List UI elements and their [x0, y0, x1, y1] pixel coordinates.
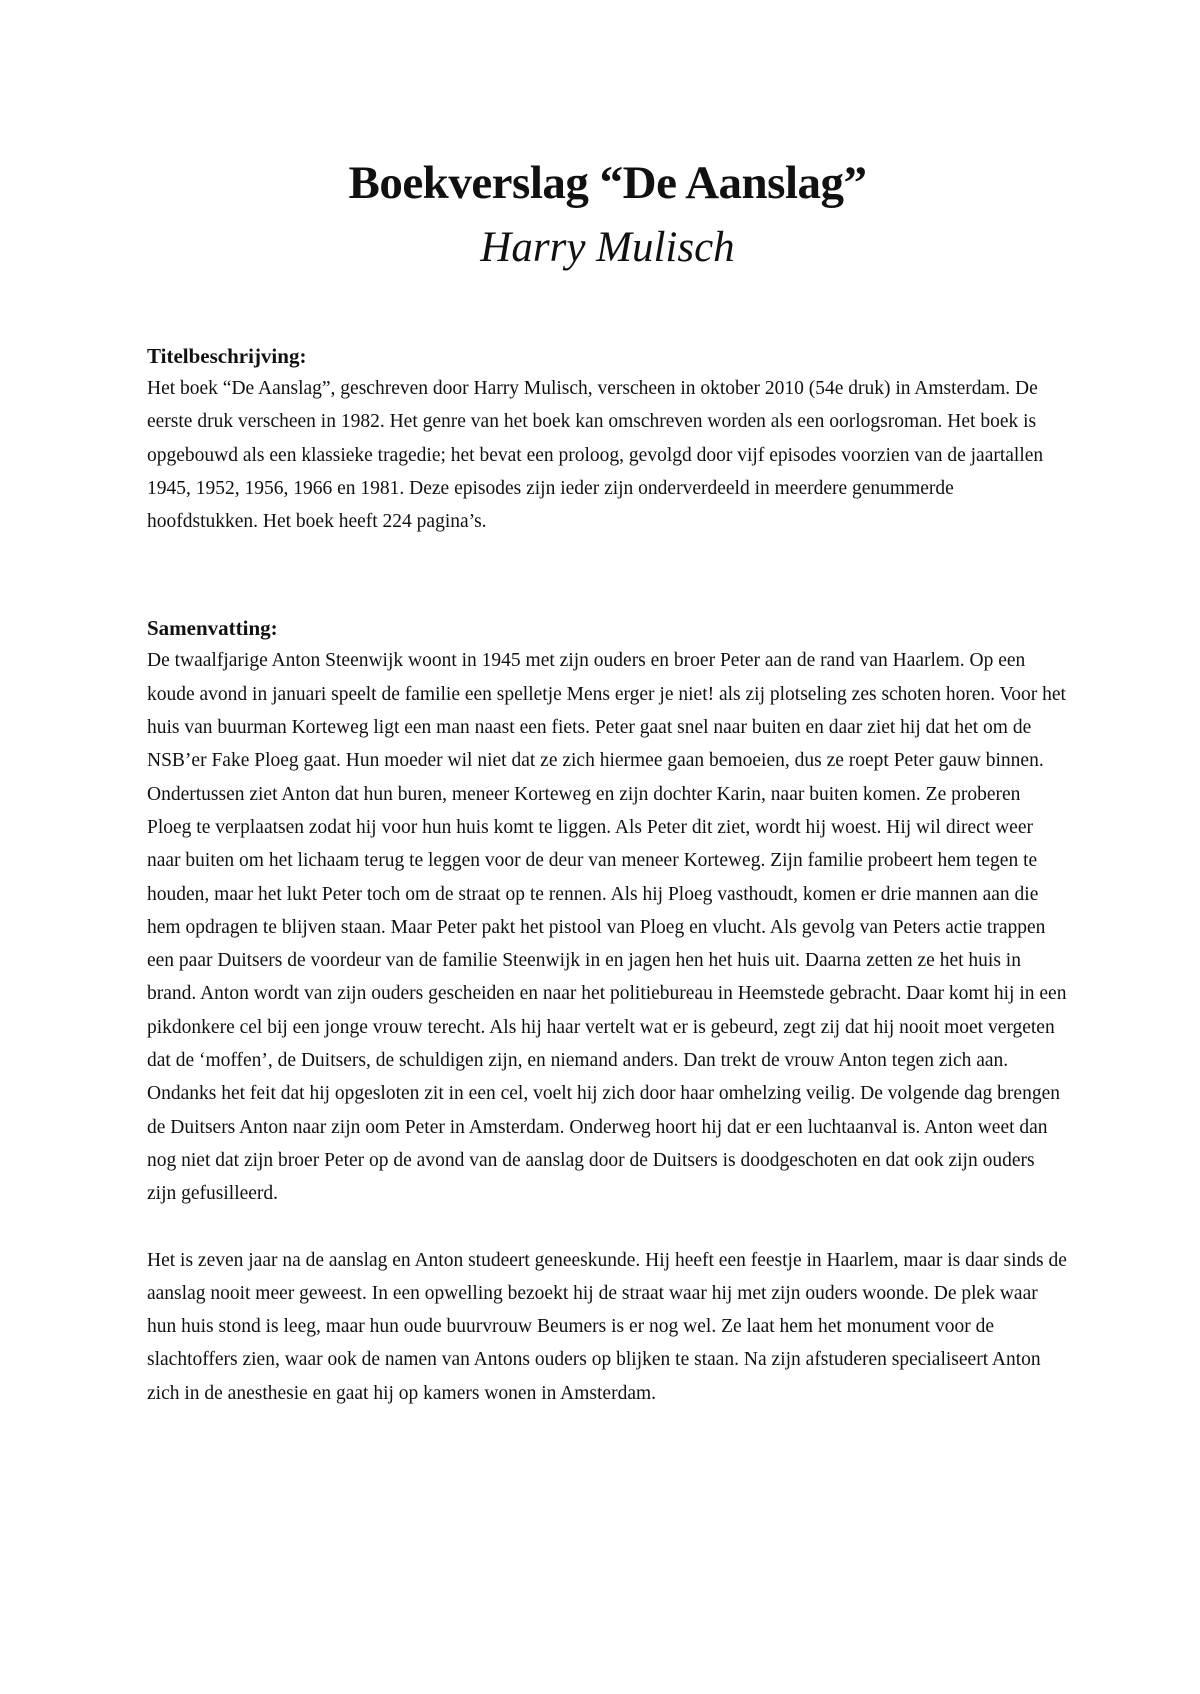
section-titelbeschrijving: [147, 340, 1068, 538]
paragraph: Het is zeven jaar na de aanslag en Anton studeert geneeskunde. Hij heeft een feestje in Haarlem, maar is daar sinds de aanslag nooit meer geweest. In een opwelling bezoekt hij de straat waar hij met zijn ouders woonde. De plek waar hun huis stond is leeg, maar hun oude buurvrouw Beumers is er nog wel. Ze laat hem het monument voor de slachtoffers zien, waar ook de namen van Antons ouders op blijken te staan. Na zijn afstuderen specialiseert Anton zich in de anesthesie en gaat hij op kamers wonen in Amsterdam.: [147, 1249, 1067, 1404]
section-samenvatting: [147, 612, 1068, 1410]
paragraph: Het boek “De Aanslag”, geschreven door Harry Mulisch, verscheen in oktober 2010 (54e druk) in Amsterdam. De eerste druk verscheen in 1982. Het genre van het boek kan omschreven worden als een oorlogsroman. Het boek is opgebouwd als een klassieke tragedie; het bevat een proloog, gevolgd door vijf episodes voorzien van de jaartallen 1945, 1952, 1956, 1966 en 1981. Deze episodes zijn ieder zijn onderverdeeld in meerdere genummerde hoofdstukken. Het boek heeft 224 pagina’s.: [147, 378, 1044, 533]
document-author: Harry Mulisch: [480, 224, 735, 271]
document-title: Boekverslag “De Aanslag”: [348, 157, 867, 209]
paragraph: De twaalfjarige Anton Steenwijk woont in 1945 met zijn ouders en broer Peter aan de rand van Haarlem. Op een koude avond in januari speelt de familie een spelletje Mens erger je niet! als zij plotseling zes schoten horen. Voor het huis van buurman Korteweg ligt een man naast een fiets. Peter gaat snel naar buiten en daar ziet hij dat het om de NSB’er Fake Ploeg gaat. Hun moeder wil niet dat ze zich hiermee gaan bemoeien, dus ze roept Peter gauw binnen. Ondertussen ziet Anton dat hun buren, meneer Korteweg en zijn dochter Karin, naar buiten komen. Ze proberen Ploeg te verplaatsen zodat hij voor hun huis komt te liggen. Als Peter dit ziet, wordt hij woest. Hij wil direct weer naar buiten om het lichaam terug te leggen voor de deur van meneer Korteweg. Zijn familie probeert hem tegen te houden, maar het lukt Peter toch om de straat op te rennen. Als hij Ploeg vasthoudt, komen er drie mannen aan die hem opdragen te blijven staan. Maar Peter pakt het pistool van Ploeg en vlucht. Als gevolg van Peters actie trappen een paar Duitsers de voordeur van de familie Steenwijk in en jagen hen het huis uit. Daarna zetten ze het huis in brand. Anton wordt van zijn ouders gescheiden en naar het politiebureau in Heemstede gebracht. Daar komt hij in een pikdonkere cel bij een jonge vrouw terecht. Als hij haar vertelt wat er is gebeurd, zegt zij dat hij nooit moet vergeten dat de ‘moffen’, de Duitsers, de schuldigen zijn, en niemand anders. Dan trekt de vrouw Anton tegen zich aan. Ondanks het feit dat hij opgesloten zit in een cel, voelt hij zich door haar omhelzing veilig. De volgende dag brengen de Duitsers Anton naar zijn oom Peter in Amsterdam. Onderweg hoort hij dat er een luchtaanval is. Anton weet dan nog niet dat zijn broer Peter op de avond van de aanslag door de Duitsers is doodgeschoten en dat ook zijn ouders zijn gefusilleerd.: [147, 650, 1067, 1205]
section-heading: Samenvatting:: [147, 616, 278, 641]
section-heading: Titelbeschrijving:: [147, 344, 307, 368]
